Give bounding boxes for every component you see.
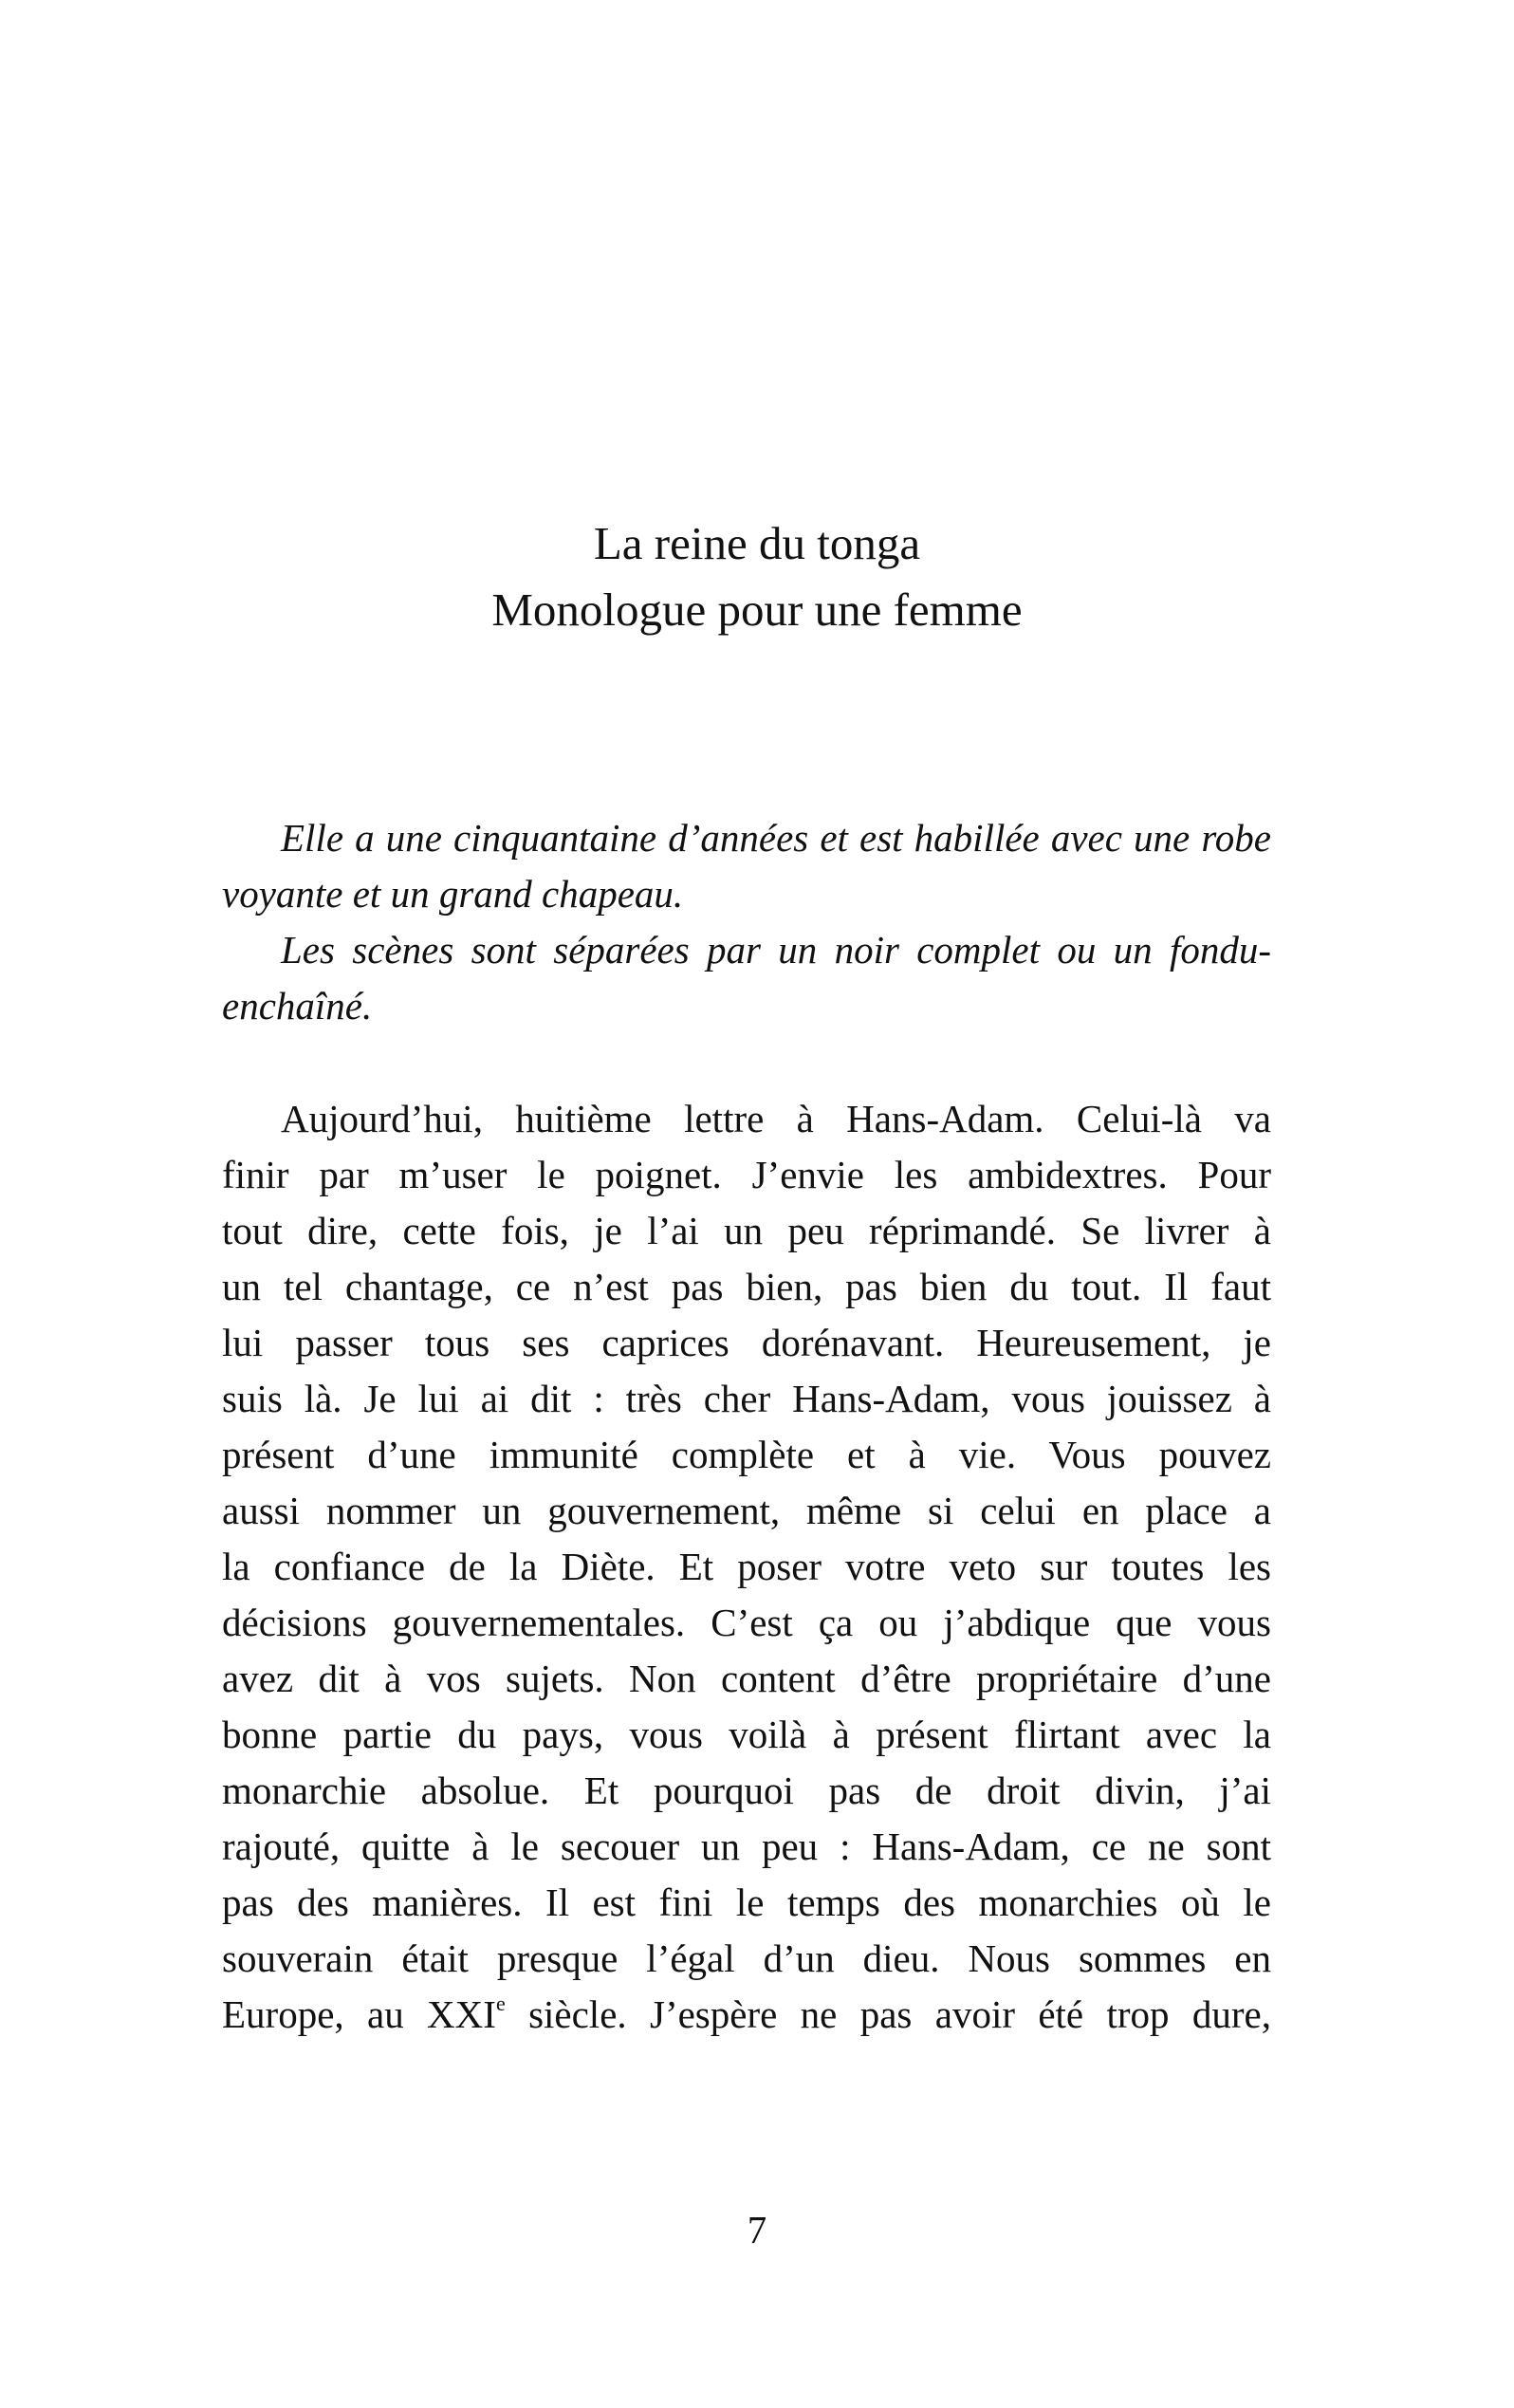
text-line-last <box>222 1987 1271 2043</box>
century-superscript: e <box>495 1991 506 2015</box>
stage-direction-paragraph: Elle a une cinquantaine d’années et est habillée avec une robe voyante et un grand chapeau. <box>222 816 1271 916</box>
monologue-paragraph <box>222 1091 1271 2043</box>
text-line: avez dit à vos sujets. Non content d’être propriétaire d’une <box>222 1657 1271 1700</box>
stage-directions <box>222 810 1271 1034</box>
text-line: pas des manières. Il est fini le temps des monarchies où le <box>222 1880 1271 1924</box>
chapter-title <box>0 510 1514 643</box>
text-line: décisions gouvernementales. C’est ça ou j’abdique que vous <box>222 1601 1271 1644</box>
text-line: présent d’une immunité complète et à vie. Vous pouvez <box>222 1433 1271 1476</box>
text-fragment: siècle. J’espère ne pas avoir été trop dure, <box>505 1992 1271 2036</box>
text-line: aussi nommer un gouvernement, même si celui en place a <box>222 1489 1271 1532</box>
text-fragment: Europe, au XXI <box>222 1992 496 2036</box>
chapter-title-line-2: Monologue pour une femme <box>491 583 1023 636</box>
chapter-title-line-1: La reine du tonga <box>593 517 921 569</box>
text-line: monarchie absolue. Et pourquoi pas de droit divin, j’ai <box>222 1769 1271 1812</box>
text-line: tout dire, cette fois, je l’ai un peu réprimandé. Se livrer à <box>222 1209 1271 1252</box>
text-line: souverain était presque l’égal d’un dieu. Nous sommes en <box>222 1936 1271 1980</box>
stage-direction-paragraph: Les scènes sont séparées par un noir complet ou un fondu-enchaîné. <box>222 928 1271 1028</box>
text-line: Aujourd’hui, huitième lettre à Hans-Adam. Celui-là va <box>281 1097 1271 1140</box>
text-line: rajouté, quitte à le secouer un peu : Hans-Adam, ce ne sont <box>222 1825 1271 1868</box>
text-line: un tel chantage, ce n’est pas bien, pas bien du tout. Il faut <box>222 1265 1271 1308</box>
text-line: la confiance de la Diète. Et poser votre veto sur toutes les <box>222 1545 1271 1588</box>
page-number: 7 <box>747 2208 767 2251</box>
text-line: suis là. Je lui ai dit : très cher Hans-Adam, vous jouissez à <box>222 1377 1271 1420</box>
text-line: bonne partie du pays, vous voilà à présent flirtant avec la <box>222 1713 1271 1756</box>
text-line: lui passer tous ses caprices dorénavant. Heureusement, je <box>222 1321 1271 1364</box>
monologue-text <box>222 1091 1271 2043</box>
text-line: finir par m’user le poignet. J’envie les ambidextres. Pour <box>222 1153 1271 1196</box>
